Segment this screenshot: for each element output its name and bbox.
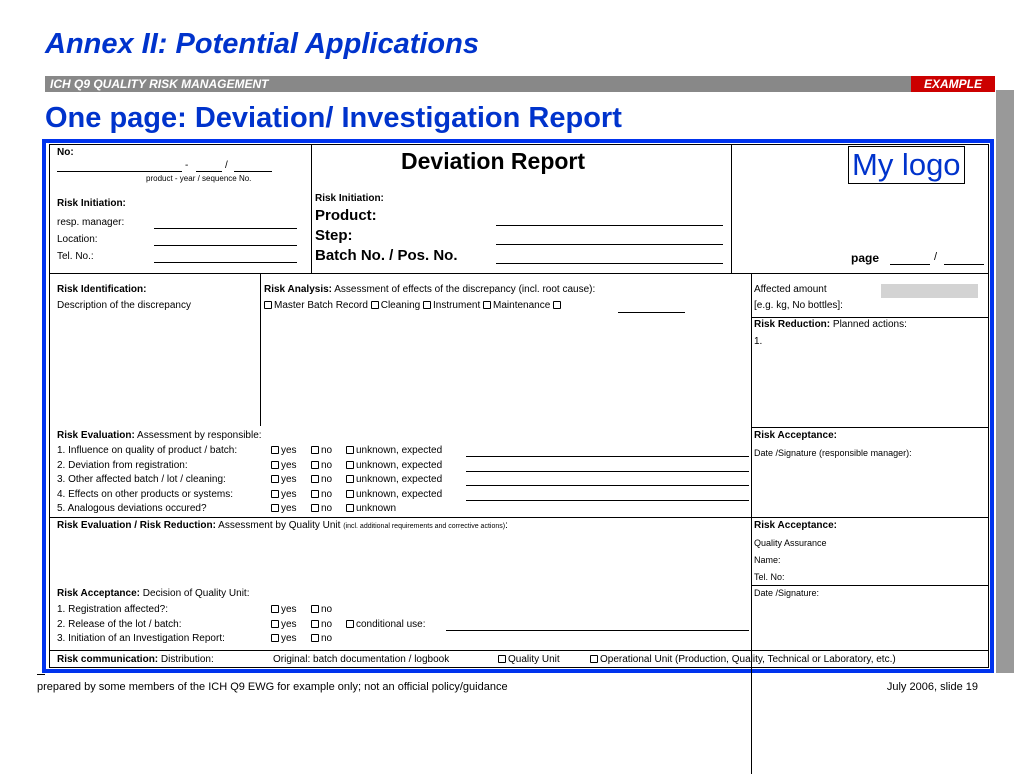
risk-reduction-label: Risk Reduction: xyxy=(754,319,831,330)
checkbox-icon[interactable] xyxy=(346,490,354,498)
resp-manager-label: resp. manager: xyxy=(57,217,125,228)
accept-item-2: 2. Release of the lot / batch: xyxy=(57,619,182,630)
example-badge: EXAMPLE xyxy=(911,76,995,92)
opt-unknown-expected: unknown, expected xyxy=(356,445,443,456)
risk-eval-line xyxy=(57,430,262,441)
checkbox-icon[interactable] xyxy=(498,655,506,663)
affected-amount-field[interactable] xyxy=(881,284,978,298)
analysis-options xyxy=(264,300,563,311)
batch-label: Batch No. / Pos. No. xyxy=(315,247,458,264)
eval-item-4: 4. Effects on other products or systems: xyxy=(57,489,234,500)
checkbox-icon[interactable] xyxy=(271,475,279,483)
checkbox-icon[interactable] xyxy=(271,620,279,628)
step-label: Step: xyxy=(315,227,353,244)
checkbox-icon[interactable] xyxy=(311,490,319,498)
opt-conditional: conditional use: xyxy=(356,619,426,630)
opt-yes: yes xyxy=(281,474,297,485)
checkbox-icon[interactable] xyxy=(271,605,279,613)
comm-operational-unit: Operational Unit (Production, Quality, Technical or Laboratory, etc.) xyxy=(600,654,896,665)
eval-item-2: 2. Deviation from registration: xyxy=(57,460,188,471)
checkbox-icon[interactable] xyxy=(346,620,354,628)
eval-red-desc: Assessment by Quality Unit xyxy=(218,520,341,531)
comm-line xyxy=(57,654,214,665)
checkbox-icon[interactable] xyxy=(311,475,319,483)
date-signature-resp: Date /Signature (responsible manager): xyxy=(754,448,912,458)
opt-unknown-expected: unknown, expected xyxy=(356,460,443,471)
slide-subtitle: One page: Deviation/ Investigation Report xyxy=(45,102,622,134)
comm-original: Original: batch documentation / logbook xyxy=(273,654,450,665)
opt-yes: yes xyxy=(281,604,297,615)
opt-yes: yes xyxy=(281,489,297,500)
opt-no: no xyxy=(321,445,333,456)
risk-accept3-line xyxy=(57,588,250,599)
risk-analysis-desc: Assessment of effects of the discrepancy (incl. root cause): xyxy=(334,284,596,295)
comm-label: Risk communication: xyxy=(57,654,159,665)
checkbox-icon[interactable] xyxy=(311,634,319,642)
no-dash: - xyxy=(185,160,189,171)
opt-no: no xyxy=(321,503,333,514)
opt-no: no xyxy=(321,460,333,471)
comm-quality-unit: Quality Unit xyxy=(508,654,560,665)
risk-identification-desc: Description of the discrepancy xyxy=(57,300,191,311)
checkbox-icon[interactable] xyxy=(311,504,319,512)
logo-box: My logo xyxy=(848,146,965,184)
risk-initiation-label: Risk Initiation: xyxy=(57,198,126,209)
option-mbr: Master Batch Record xyxy=(274,300,368,311)
eval-red-label: Risk Evaluation / Risk Reduction: xyxy=(57,520,216,531)
risk-acceptance-label-1: Risk Acceptance: xyxy=(754,430,837,441)
checkbox-icon[interactable] xyxy=(483,301,491,309)
footer-disclaimer: prepared by some members of the ICH Q9 EWG for example only; not an official policy/guidance xyxy=(37,681,508,693)
tel-label: Tel. No.: xyxy=(57,251,94,262)
frame-shadow xyxy=(996,90,1014,673)
risk-accept3-label: Risk Acceptance: xyxy=(57,588,140,599)
deviation-form xyxy=(49,144,989,668)
page-slash: / xyxy=(934,251,938,263)
opt-yes: yes xyxy=(281,619,297,630)
risk-reduction-line xyxy=(754,319,907,330)
checkbox-icon[interactable] xyxy=(271,461,279,469)
opt-yes: yes xyxy=(281,503,297,514)
risk-analysis-line xyxy=(264,284,595,295)
checkbox-icon[interactable] xyxy=(371,301,379,309)
checkbox-icon[interactable] xyxy=(271,490,279,498)
opt-no: no xyxy=(321,489,333,500)
eval-red-colon: : xyxy=(505,520,508,531)
checkbox-icon[interactable] xyxy=(553,301,561,309)
opt-no: no xyxy=(321,474,333,485)
eval-red-line xyxy=(57,520,508,531)
checkbox-icon[interactable] xyxy=(271,446,279,454)
checkbox-icon[interactable] xyxy=(346,504,354,512)
affected-amount-eg: [e.g. kg, No bottles]: xyxy=(754,300,843,311)
name-label: Name: xyxy=(754,555,781,565)
opt-no: no xyxy=(321,633,333,644)
checkbox-icon[interactable] xyxy=(590,655,598,663)
location-label: Location: xyxy=(57,234,98,245)
accept-item-1: 1. Registration affected?: xyxy=(57,604,168,615)
affected-amount-label: Affected amount xyxy=(754,284,827,295)
checkbox-icon[interactable] xyxy=(346,446,354,454)
opt-unknown-expected: unknown, expected xyxy=(356,489,443,500)
checkbox-icon[interactable] xyxy=(311,620,319,628)
opt-unknown: unknown xyxy=(356,503,397,514)
checkbox-icon[interactable] xyxy=(311,605,319,613)
checkbox-icon[interactable] xyxy=(271,504,279,512)
risk-accept3-desc: Decision of Quality Unit: xyxy=(142,588,250,599)
qa-label: Quality Assurance xyxy=(754,538,827,548)
checkbox-icon[interactable] xyxy=(346,475,354,483)
no-caption: product - year / sequence No. xyxy=(146,174,252,183)
checkbox-icon[interactable] xyxy=(346,461,354,469)
option-instrument: Instrument xyxy=(432,300,481,311)
checkbox-icon[interactable] xyxy=(311,461,319,469)
no-slash: / xyxy=(225,160,228,171)
no-label: No: xyxy=(57,147,74,158)
accept-item-3: 3. Initiation of an Investigation Report: xyxy=(57,633,225,644)
product-label: Product: xyxy=(315,207,377,224)
risk-analysis-label: Risk Analysis: xyxy=(264,284,332,295)
risk-reduction-item: 1. xyxy=(754,336,763,347)
risk-eval-label: Risk Evaluation: xyxy=(57,430,135,441)
opt-unknown-expected: unknown, expected xyxy=(356,474,443,485)
date-signature: Date /Signature: xyxy=(754,588,820,598)
checkbox-icon[interactable] xyxy=(311,446,319,454)
eval-item-5: 5. Analogous deviations occured? xyxy=(57,503,207,514)
footer-slide-number: July 2006, slide 19 xyxy=(886,681,978,693)
risk-eval-desc: Assessment by responsible: xyxy=(137,430,262,441)
tel2-label: Tel. No: xyxy=(754,572,785,582)
eval-item-1: 1. Influence on quality of product / batch: xyxy=(57,445,238,456)
risk-reduction-desc: Planned actions: xyxy=(832,319,907,330)
risk-identification-label: Risk Identification: xyxy=(57,284,147,295)
option-cleaning: Cleaning xyxy=(380,300,421,311)
risk-acceptance-label-2: Risk Acceptance: xyxy=(754,520,837,531)
band-label: ICH Q9 QUALITY RISK MANAGEMENT xyxy=(50,77,269,91)
checkbox-icon[interactable] xyxy=(264,301,272,309)
opt-yes: yes xyxy=(281,445,297,456)
comm-desc: Distribution: xyxy=(160,654,214,665)
report-title: Deviation Report xyxy=(401,148,586,174)
opt-yes: yes xyxy=(281,460,297,471)
eval-item-3: 3. Other affected batch / lot / cleaning: xyxy=(57,474,226,485)
checkbox-icon[interactable] xyxy=(271,634,279,642)
footer-rule xyxy=(37,674,45,675)
option-maintenance: Maintenance xyxy=(493,300,551,311)
opt-no: no xyxy=(321,619,333,630)
page-label: page xyxy=(851,251,880,265)
slide-title: Annex II: Potential Applications xyxy=(45,28,479,60)
header-band xyxy=(45,76,995,92)
opt-no: no xyxy=(321,604,333,615)
opt-yes: yes xyxy=(281,633,297,644)
risk-initiation-label-2: Risk Initiation: xyxy=(315,193,384,204)
checkbox-icon[interactable] xyxy=(423,301,431,309)
eval-red-small: (incl. additional requirements and corrective actions) xyxy=(343,523,506,530)
